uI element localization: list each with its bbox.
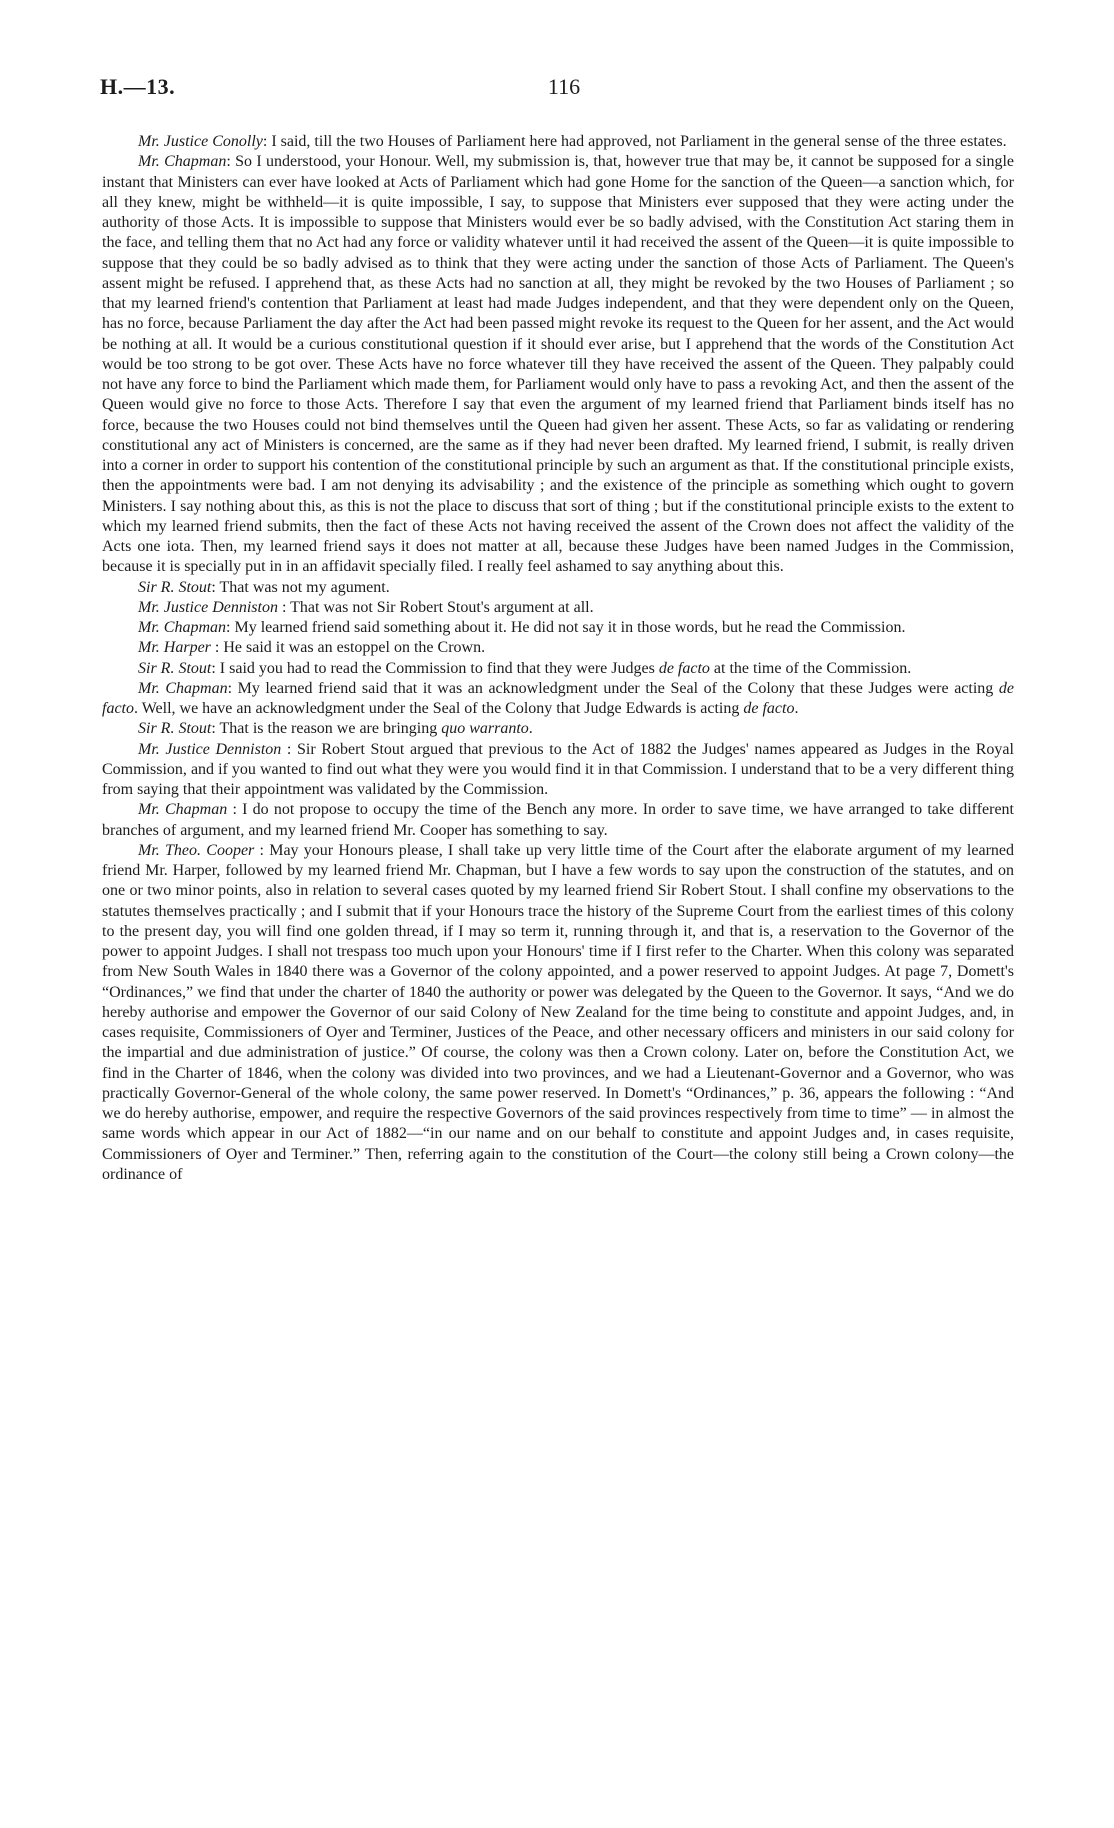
document-body: [102, 132, 1014, 1185]
paragraph-text: He said it was an estoppel on the Crown.: [223, 639, 486, 657]
paragraph: [102, 800, 1014, 841]
paragraph-text: That was not Sir Robert Stout's argument at all.: [290, 598, 594, 616]
speaker-separator: :: [210, 639, 224, 657]
speaker-name: Mr. Chapman: [138, 619, 227, 636]
paragraph: [102, 152, 1014, 577]
paragraph: [102, 841, 1014, 1185]
paragraph: [102, 740, 1014, 801]
page-header: [100, 74, 1000, 108]
paragraph: [102, 719, 1014, 739]
paragraph-text: I said, till the two Houses of Parliament here had approved, not Parliament in the general sense of the three estates.: [271, 133, 1007, 150]
speaker-name: Mr. Chapman: [138, 679, 228, 697]
paragraph-text-tail: . Well, we have an acknowledgment under the Seal of the Colony that Judge Edwards is acting: [134, 700, 740, 717]
paragraph-text: Sir Robert Stout argued that previous to the Act of 1882 the Judges' names appeared as Judges in the Royal Commission, and if you wanted to find out what they were you would find it in that Commission. I understand that to be a very different thing from saying that their appointment was validated by the Commission.: [102, 740, 1014, 798]
speaker-separator: :: [281, 740, 298, 758]
paragraph-text: I said you had to read the Commission to find that they were Judges: [219, 659, 655, 677]
speaker-separator: :: [226, 619, 235, 636]
paragraph-text: That was not my agument.: [219, 578, 390, 596]
speaker-name: Mr. Justice Denniston: [138, 740, 282, 758]
paragraph-text: My learned friend said something about it. He did not say it in those words, but he read the Commission.: [234, 619, 906, 636]
paragraph-text: That is the reason we are bringing: [219, 720, 438, 738]
speaker-name: Sir R. Stout: [138, 659, 212, 677]
paragraph-text: I do not propose to occupy the time of the Bench any more. In order to save time, we have arranged to take different branches of argument, and my learned friend Mr. Cooper has something to say.: [102, 801, 1015, 839]
paragraph-text: So I understood, your Honour. Well, my submission is, that, however true that may be, it cannot be supposed for a single instant that Ministers can ever have looked at Acts of Parliament which had gone Home for the sanction of the Queen—a sanction which, for all they knew, might be withheld—it is quite impossible, I say, to suppose that Ministers ever supposed that they were acting under the authority of those Acts. It is impossible to suppose that Ministers would ever be so badly advised, with the Constitution Act staring them in the face, and telling them that no Act had any force or validity whatever until it had received the assent of the Queen—it is quite impossible to suppose that they could be so badly advised as to think that they were acting under the sanction of those Acts of Parliament. The Queen's assent might be refused. I apprehend that, as these Acts had no sanction at all, they might be revoked by the two Houses of Parliament ; so that my learned friend's contention that Parliament at least had made Judges independent, and that they were dependent only on the Queen, has no force, because Parliament the day after the Act had been passed might revoke its request to the Queen for her assent, and the Act would be nothing at all. It would be a curious constitutional question if it should ever arise, but I apprehend that the words of the Constitution Act would be too strong to be got over. These Acts have no force whatever till they have received the assent of the Queen. They palpably could not have any force to bind the Parliament which made them, for Parliament would only have to pass a revoking Act, and then the assent of the Queen would give no force to those Acts. Therefore I say that even the argument of my learned friend that Parliament binds itself has no force, because the two Houses could not bind themselves until the Queen had given her assent. These Acts, so far as validating or rendering constitutional any act of Ministers is concerned, are the same as if they had never been drafted. My learned friend, I submit, is really driven into a corner in order to support his contention of the constitutional principle by such an argument as that. If the constitutional principle exists, then the appointments were bad. I am not denying its advisability ; and the existence of the principle as something which ought to govern Ministers. I say nothing about this, as this is not the place to discuss that sort of thing ; but if the constitutional principle exists to the extent to which my learned friend submits, then the fact of these Acts not having received the assent of the Crown does not affect the validity of the Acts one iota. Then, my learned friend says it does not matter at all, because these Judges have been named Judges in the Commission, because it is specially put in in an affidavit specially filed. I really feel ashamed to say anything about this.: [102, 153, 1015, 576]
speaker-separator: :: [227, 679, 238, 697]
paragraph: [102, 659, 1014, 679]
speaker-separator: :: [262, 133, 272, 150]
speaker-name: Mr. Chapman: [138, 153, 227, 171]
paragraph-text: May your Honours please, I shall take up very little time of the Court after the elaborate argument of my learned friend Mr. Harper, followed by my learned friend Mr. Chapman, but I have a few words to say upon the construction of the statutes, and on one or two minor points, also in relation to several cases quoted by my learned friend Sir Robert Stout. I shall confine my observations to the statutes themselves practically ; and I submit that if your Honours trace the history of the Supreme Court from the earliest times of this colony to the present day, you will find one golden thread, if I may so term it, running through it, and that is, a reservation to the Governor of the power to appoint Judges. I shall not trespass too much upon your Honours' time if I first refer to the Charter. When this colony was separated from New South Wales in 1840 there was a Governor of the colony appointed, and a power reserved to appoint Judges. At page 7, Domett's “Ordinances,” we find that under the charter of 1840 the authority or power was delegated by the Queen to the Governor. It says, “And we do hereby authorise and empower the Governor of our said Colony of New Zealand for the time being to constitute and appoint Judges, and, in cases requisite, Commissioners of Oyer and Terminer, Justices of the Peace, and other necessary officers and ministers in our said colony for the impartial and due administration of justice.” Of course, the colony was then a Crown colony. Later on, before the Constitution Act, we find in the Charter of 1846, when the colony was divided into two provinces, and we had a Lieutenant-Governor and a Governor, who was practically Governor-General of the whole colony, the same power reserved. In Domett's “Ordinances,” p. 36, appears the following : “And we do hereby authorise, empower, and require the respective Governors of the said provinces respectively from time to time” — in almost the same words which appear in our Act of 1882—“in our name and on our behalf to constitute and appoint Judges and, in cases requisite, Commissioners of Oyer and Terminer.” Then, referring again to the constitution of the Court—the colony still being a Crown colony—the ordinance of: [102, 841, 1015, 1183]
italic-term: de facto: [102, 679, 1014, 717]
speaker-separator: :: [277, 598, 291, 616]
paragraph: [102, 598, 1014, 618]
speaker-name: Mr. Justice Denniston: [138, 598, 278, 616]
paragraph-text: My learned friend said that it was an acknowledgment under the Seal of the Colony that these Judges were acting: [237, 679, 994, 697]
paragraph: [102, 638, 1014, 658]
page-number: 116: [547, 74, 581, 99]
speaker-name: Mr. Justice Conolly: [138, 133, 263, 150]
speaker-separator: :: [226, 153, 236, 171]
italic-term: quo warranto: [441, 720, 529, 738]
italic-term: de facto: [743, 700, 795, 717]
document-reference: H.—13.: [100, 74, 176, 99]
paragraph-text-tail: at the time of the Commission.: [709, 659, 912, 677]
speaker-name: Mr. Theo. Cooper: [138, 841, 255, 859]
paragraph-text-tail: .: [794, 700, 799, 717]
speaker-separator: :: [211, 578, 220, 596]
paragraph: [102, 618, 1014, 638]
speaker-name: Sir R. Stout: [138, 720, 212, 738]
speaker-name: Sir R. Stout: [138, 578, 212, 596]
speaker-separator: :: [211, 659, 220, 677]
italic-term: de facto: [658, 659, 710, 677]
speaker-separator: :: [211, 720, 220, 738]
speaker-separator: :: [254, 841, 270, 859]
speaker-name: Mr. Chapman: [138, 801, 228, 819]
paragraph: [102, 132, 1014, 152]
paragraph: [102, 679, 1014, 720]
speaker-separator: :: [227, 801, 243, 819]
paragraph: [102, 578, 1014, 598]
paragraph-text-tail: .: [528, 720, 533, 738]
speaker-name: Mr. Harper: [138, 639, 211, 657]
